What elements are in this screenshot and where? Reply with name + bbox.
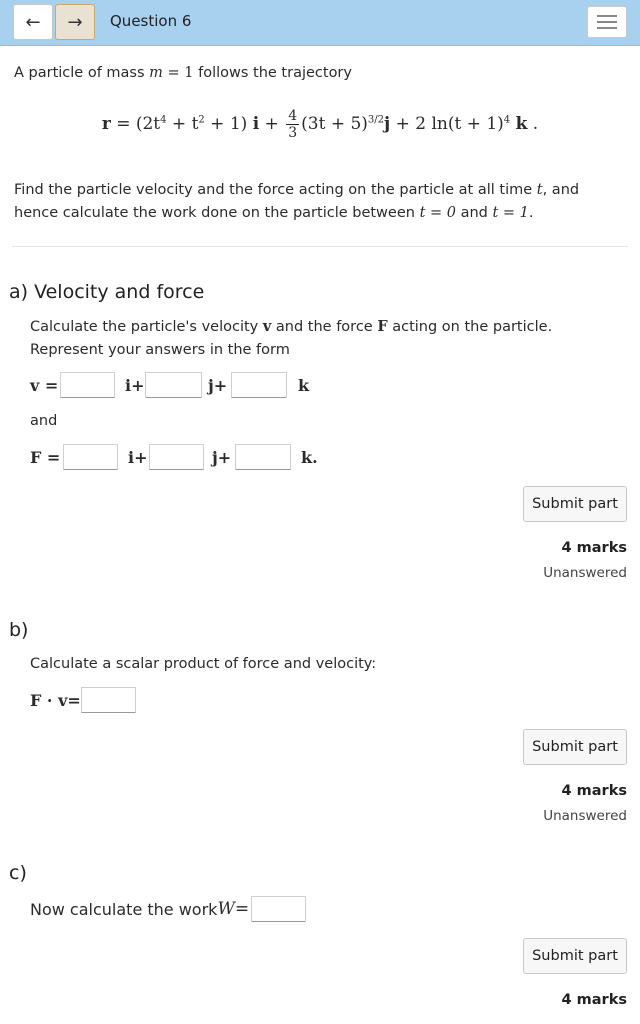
part-a-heading: a) Velocity and force [9, 281, 205, 303]
divider [12, 246, 628, 247]
submit-part-a-button[interactable]: Submit part [523, 486, 627, 522]
force-i-input[interactable] [63, 444, 118, 470]
velocity-answer-row [30, 371, 309, 399]
hamburger-menu-icon [597, 15, 617, 17]
velocity-i-input[interactable] [60, 372, 115, 398]
part-a-status: Unanswered [543, 565, 627, 581]
formula-k: k [515, 114, 528, 134]
force-j-input[interactable] [149, 444, 204, 470]
part-c-marks: 4 marks [561, 992, 627, 1008]
k-label: k [298, 375, 310, 395]
question-statement [14, 62, 626, 85]
formula-plus: + [259, 114, 285, 134]
formula-j: j [384, 114, 391, 134]
mass-value: = 1 [162, 65, 194, 81]
right-arrow-icon: → [67, 11, 83, 33]
fraction-numerator: 4 [288, 108, 298, 124]
formula-period: . [527, 114, 539, 134]
submit-part-b-button[interactable]: Submit part [523, 729, 627, 765]
part-b-status: Unanswered [543, 808, 627, 824]
left-arrow-icon: ← [25, 11, 41, 33]
formula-i: i [252, 114, 260, 134]
force-label: F = [30, 447, 61, 467]
trajectory-formula [0, 108, 640, 141]
prompt-text-3: acting on the particle. Represent your answers in the form [30, 319, 553, 358]
question-title: Question 6 [110, 12, 192, 30]
force-answer-row [30, 443, 318, 471]
statement-text-end: follows the trajectory [193, 65, 352, 81]
formula-r: r [101, 114, 111, 134]
part-b-marks: 4 marks [561, 783, 627, 799]
submit-part-c-button[interactable]: Submit part [523, 938, 627, 974]
mass-variable: m [149, 65, 163, 81]
i-label: i+ [125, 375, 145, 395]
hamburger-line [597, 27, 617, 29]
i-label: i+ [128, 447, 148, 467]
part-a-marks: 4 marks [561, 540, 627, 556]
force-k-input[interactable] [235, 444, 291, 470]
formula-sup: 3/2 [367, 114, 385, 126]
velocity-j-input[interactable] [145, 372, 202, 398]
force-symbol: F [377, 318, 388, 335]
top-bar [0, 0, 640, 46]
formula-term1-mid: + t [166, 114, 199, 134]
formula-sup: 2 [198, 114, 205, 126]
time-end: t = 1 [492, 205, 529, 221]
formula-term3: + 2 ln(t + 1) [390, 114, 504, 134]
formula-sup: 4 [503, 114, 511, 126]
time-start: t = 0 [419, 205, 456, 221]
previous-question-button[interactable] [13, 4, 53, 40]
formula-term1: (2t [135, 114, 161, 134]
j-label: j+ [208, 375, 228, 395]
formula-term1-end: + 1) [204, 114, 253, 134]
instructions-and: and [455, 205, 493, 221]
prompt-text: Calculate the particle's velocity [30, 319, 263, 335]
statement-text: A particle of mass [14, 65, 150, 81]
formula-term2: (3t + 5) [301, 114, 368, 134]
question-instructions [14, 179, 626, 225]
velocity-k-input[interactable] [231, 372, 287, 398]
work-row [30, 895, 306, 923]
part-b-heading: b) [9, 619, 29, 641]
prompt-text-2: and the force [271, 319, 378, 335]
instructions-end: . [528, 205, 534, 221]
part-a-prompt [30, 315, 626, 362]
work-eq: = [234, 899, 250, 919]
scalar-product-label: F · v= [30, 690, 81, 710]
work-prompt: Now calculate the work [30, 899, 218, 919]
work-symbol: W [217, 899, 235, 919]
hamburger-line [597, 21, 617, 23]
fraction-denominator: 3 [288, 125, 298, 141]
instructions-text-2: , and hence calculate the work done on the particle between [14, 182, 580, 221]
instructions-text: Find the particle velocity and the force acting on the particle at all time [14, 182, 537, 198]
next-question-button[interactable] [55, 4, 95, 40]
part-c-heading: c) [9, 862, 27, 884]
velocity-symbol: v [262, 318, 272, 335]
work-input[interactable] [251, 896, 306, 922]
k-label: k. [301, 447, 318, 467]
part-b-prompt: Calculate a scalar product of force and velocity: [30, 656, 377, 672]
scalar-product-row [30, 686, 136, 714]
and-text: and [30, 413, 58, 429]
scalar-product-input[interactable] [81, 687, 136, 713]
j-label: j+ [212, 447, 232, 467]
velocity-label: v = [30, 375, 59, 395]
menu-button[interactable] [587, 6, 627, 38]
formula-fraction [286, 108, 299, 141]
formula-eq: = [110, 114, 136, 134]
time-variable: t [536, 182, 543, 198]
formula-sup: 4 [160, 114, 167, 126]
